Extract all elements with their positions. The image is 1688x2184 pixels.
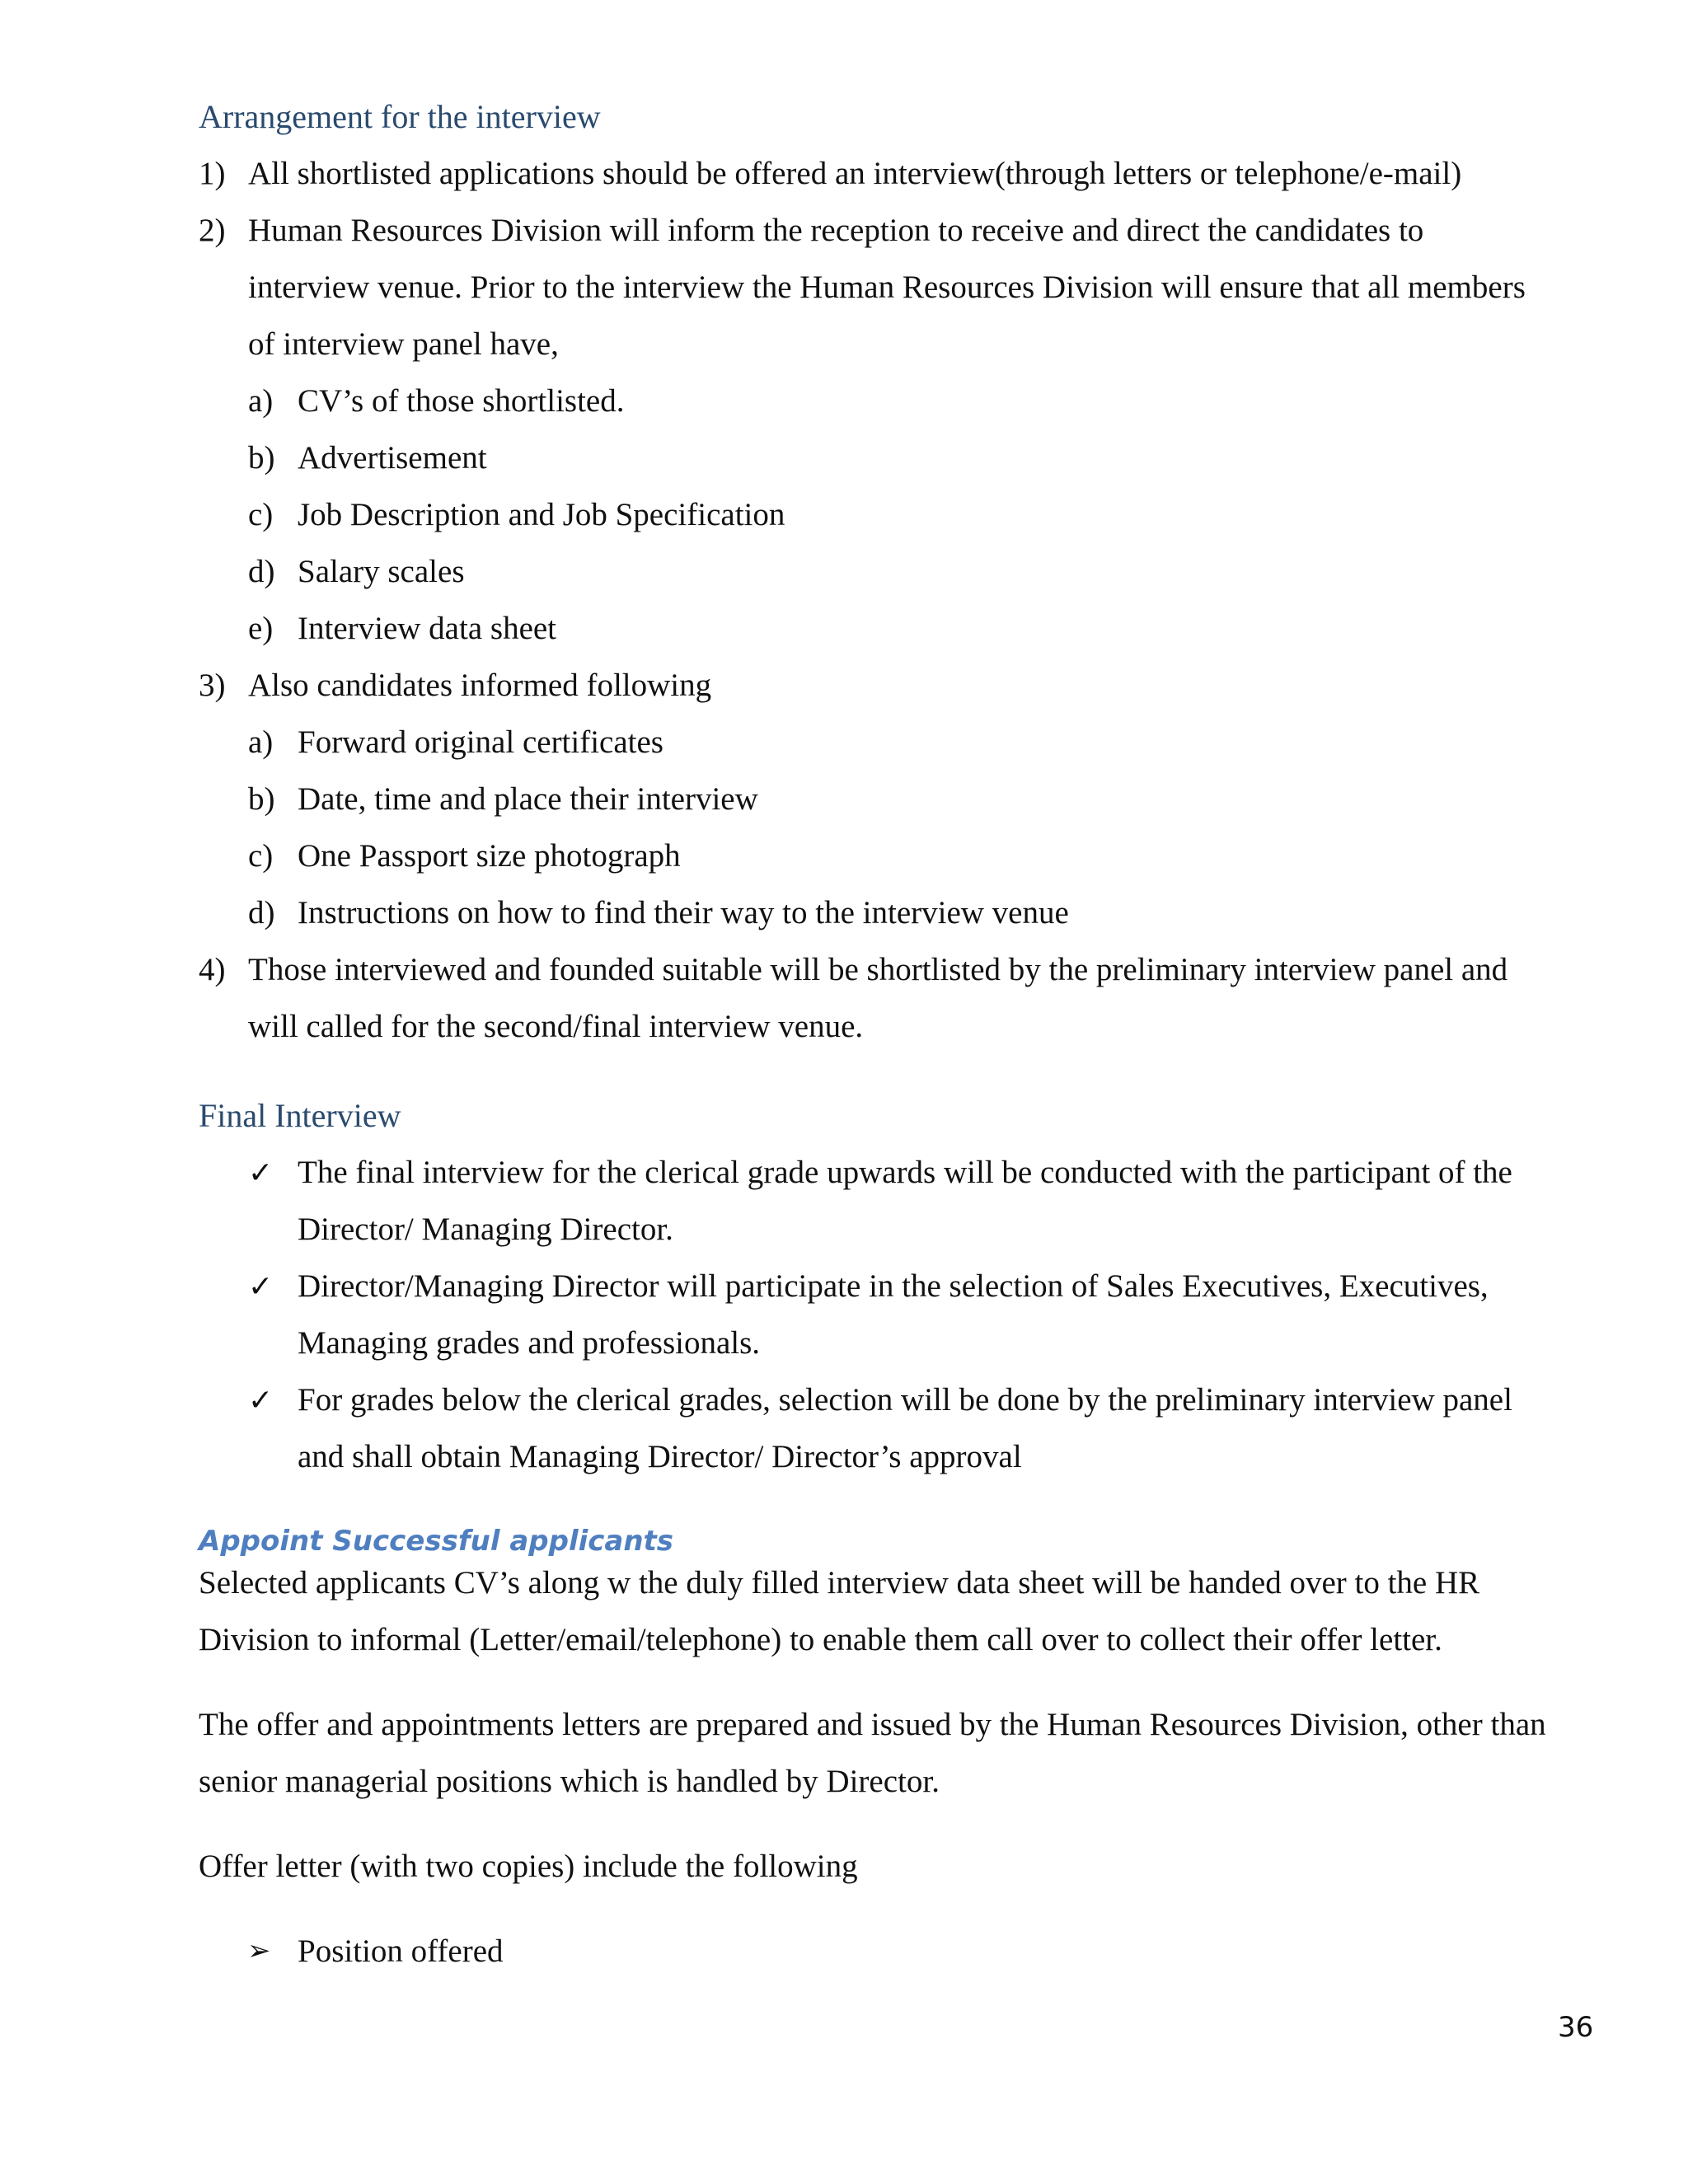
sub-item-text: Advertisement xyxy=(298,440,487,476)
list-item-text: Those interviewed and founded suitable will be shortlisted by the preliminary interview panel and xyxy=(248,952,1508,987)
section-heading-arrangement: Arrangement for the interview xyxy=(199,98,601,135)
sub-item-text: Instructions on how to find their way to the interview venue xyxy=(298,895,1069,930)
sub-letter: c) xyxy=(248,838,274,874)
paragraph-line: senior managerial positions which is handled by Director. xyxy=(199,1764,940,1799)
list-item-text: interview venue. Prior to the interview the Human Resources Division will ensure that all members xyxy=(248,269,1526,305)
bullet-text: Managing grades and professionals. xyxy=(298,1325,761,1361)
list-number: 1) xyxy=(199,156,226,191)
sub-letter: d) xyxy=(248,554,275,589)
sub-letter: b) xyxy=(248,440,275,476)
bullet-text: Director/ Managing Director. xyxy=(298,1212,673,1247)
sub-letter: b) xyxy=(248,781,275,817)
paragraph-line: The offer and appointments letters are prepared and issued by the Human Resources Division, other than xyxy=(199,1707,1546,1742)
sub-item-text: Salary scales xyxy=(298,554,465,589)
paragraph-line: Offer letter (with two copies) include the following xyxy=(199,1849,858,1884)
sub-item-text: Interview data sheet xyxy=(298,611,557,646)
sub-item-text: CV’s of those shortlisted. xyxy=(298,383,625,419)
arrow-bullet-icon: ➢ xyxy=(247,1934,271,1967)
section-heading-appoint: Appoint Successful applicants xyxy=(199,1525,674,1558)
list-item-text: Also candidates informed following xyxy=(248,668,712,703)
sub-item-text: Forward original certificates xyxy=(298,724,663,760)
sub-item-text: Job Description and Job Specification xyxy=(298,497,785,532)
list-number: 3) xyxy=(199,668,226,703)
arrow-item-text: Position offered xyxy=(298,1933,504,1969)
paragraph-line: Selected applicants CV’s along w the duly filled interview data sheet will be handed over to the HR xyxy=(199,1565,1480,1601)
list-item-text: All shortlisted applications should be offered an interview(through letters or telephone/e-mail) xyxy=(248,156,1462,191)
sub-item-text: One Passport size photograph xyxy=(298,838,681,874)
sub-letter: e) xyxy=(248,611,274,646)
list-item-text: of interview panel have, xyxy=(248,326,559,362)
sub-letter: a) xyxy=(248,383,274,419)
sub-item-text: Date, time and place their interview xyxy=(298,781,758,817)
page-number: 36 xyxy=(1558,2011,1594,2044)
checkmark-icon: ✓ xyxy=(248,1156,274,1189)
sub-letter: c) xyxy=(248,497,274,532)
sub-letter: a) xyxy=(248,724,274,760)
list-number: 2) xyxy=(199,213,226,248)
list-number: 4) xyxy=(199,952,226,987)
bullet-text: and shall obtain Managing Director/ Director’s approval xyxy=(298,1439,1022,1474)
bullet-text: Director/Managing Director will participate in the selection of Sales Executives, Executives, xyxy=(298,1268,1489,1304)
section-heading-final-interview: Final Interview xyxy=(199,1097,401,1134)
list-item-text: will called for the second/final interview venue. xyxy=(248,1009,864,1044)
list-item-text: Human Resources Division will inform the reception to receive and direct the candidates to xyxy=(248,213,1424,248)
bullet-text: For grades below the clerical grades, selection will be done by the preliminary interview panel xyxy=(298,1382,1512,1418)
bullet-text: The final interview for the clerical grade upwards will be conducted with the participant of the xyxy=(298,1155,1512,1190)
checkmark-icon: ✓ xyxy=(248,1384,274,1417)
checkmark-icon: ✓ xyxy=(248,1270,274,1303)
paragraph-line: Division to informal (Letter/email/telephone) to enable them call over to collect their offer letter. xyxy=(199,1622,1442,1657)
sub-letter: d) xyxy=(248,895,275,930)
